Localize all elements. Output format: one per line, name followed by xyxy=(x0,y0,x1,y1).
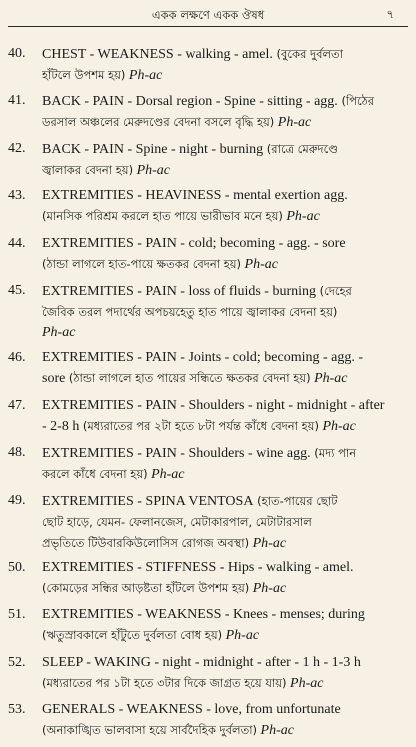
entry-number: 41. xyxy=(8,93,26,109)
rubric-entry xyxy=(0,91,416,131)
page-header xyxy=(0,4,416,26)
rubric-text: EXTREMITIES - HEAVINESS - mental exertion agg. xyxy=(42,188,348,204)
entry-number: 53. xyxy=(8,702,26,718)
entry-number: 52. xyxy=(8,654,26,670)
entry-number: 47. xyxy=(8,397,26,413)
rubric-entry xyxy=(0,139,416,179)
remedy-abbrev: Ph-ac xyxy=(282,209,320,225)
rubric-entry xyxy=(0,443,416,483)
bengali-text: প্রভৃতিতে টিউবারকিউলোসিস রোগজ অবস্থা) xyxy=(42,535,250,550)
remedy-abbrev: Ph-ac xyxy=(274,115,312,131)
rubric-entry xyxy=(0,653,416,693)
rubric-text: sore xyxy=(42,371,69,387)
header-rule xyxy=(8,26,408,27)
bengali-text: (কোমড়ের সন্ধির আড়ষ্টতা হাঁটলে উপশম হয়) xyxy=(42,580,250,595)
rubric-text: - 2-8 h xyxy=(42,418,83,434)
remedy-abbrev: Ph-ac xyxy=(147,467,185,483)
page-number: ৭ xyxy=(386,7,394,21)
entry-number: 45. xyxy=(8,282,26,298)
remedy-abbrev: Ph-ac xyxy=(318,418,356,434)
entry-number: 49. xyxy=(8,492,26,508)
rubric-text: SLEEP - WAKING - night - midnight - after - 1 h - 1-3 h xyxy=(42,654,361,670)
rubric-text: EXTREMITIES - PAIN - Joints - cold; becoming - agg. - xyxy=(42,350,364,366)
remedy-abbrev: Ph-ac xyxy=(249,535,287,551)
bengali-text: (মধ্যরাতের পর ২টা হতে ৮টা পর্যন্ত কাঁধে বেদনা হয়) xyxy=(82,418,319,433)
rubric-entry xyxy=(0,44,416,84)
bengali-text: (মদ্য পান xyxy=(310,446,357,461)
bengali-text: (পিঠের xyxy=(337,94,375,109)
remedy-abbrev: Ph-ac xyxy=(310,371,348,387)
rubric-text: CHEST - WEAKNESS - walking - amel. xyxy=(42,47,273,62)
rubric-list xyxy=(0,44,416,747)
rubric-entry xyxy=(0,281,416,341)
rubric-text: EXTREMITIES - SPINA VENTOSA xyxy=(42,493,254,509)
bengali-text: ডরসাল অঞ্চলের মেরুদণ্ডের বেদনা বসলে বৃদ্ধি হয়) xyxy=(42,115,275,130)
rubric-text: GENERALS - WEAKNESS - love, from unfortunate xyxy=(42,702,341,718)
rubric-entry xyxy=(0,396,416,436)
rubric-entry xyxy=(0,186,416,226)
rubric-entry xyxy=(0,491,416,551)
bengali-text: হাঁটলে উপশম হয়) xyxy=(42,68,126,82)
rubric-text: EXTREMITIES - WEAKNESS - Knees - menses; during xyxy=(42,607,365,623)
entry-number: 43. xyxy=(8,188,26,204)
rubric-text: EXTREMITIES - STIFFNESS - Hips - walking - amel. xyxy=(42,559,354,575)
bengali-text: (ঋতুস্রাবকালে হাঁটুতে দুর্বলতা বোধ হয়) xyxy=(42,628,223,643)
bengali-text: (অনাকাঙ্খিত ভালবাসা হয়ে সার্বদৈহিক দুর্বলতা) xyxy=(42,723,258,738)
rubric-text: EXTREMITIES - PAIN - cold; becoming - agg. - sore xyxy=(42,235,346,251)
rubric-entry xyxy=(0,700,416,740)
bengali-text: (বুকের দুর্বলতা xyxy=(272,47,344,61)
remedy-abbrev: Ph-ac xyxy=(42,324,76,340)
running-title: একক লক্ষণে একক ঔষধ xyxy=(151,8,265,22)
remedy-abbrev: Ph-ac xyxy=(125,68,163,83)
bengali-text: (ঠান্ডা লাগলে হাত পায়ের সন্ধিতে ক্ষতকর বেদনা হয়) xyxy=(68,371,311,386)
remedy-abbrev: Ph-ac xyxy=(257,723,294,739)
remedy-abbrev: Ph-ac xyxy=(249,580,287,596)
bengali-text: (ঠান্ডা লাগলে হাত-পায়ে ক্ষতকর বেদনা হয়) xyxy=(42,256,242,271)
bengali-text: (দেহের xyxy=(316,283,352,298)
rubric-entry xyxy=(0,234,416,274)
rubric-entry xyxy=(0,558,416,598)
rubric-entry xyxy=(0,348,416,388)
remedy-abbrev: Ph-ac xyxy=(133,162,171,178)
rubric-text: EXTREMITIES - PAIN - loss of fluids - burning xyxy=(42,283,317,299)
bengali-text: জৈবিক তরল পদার্থের অপচয়হেতু হাত পায়ে জ্বালাকর বেদনা হয়) xyxy=(42,304,338,319)
entry-number: 42. xyxy=(8,140,26,156)
remedy-abbrev: Ph-ac xyxy=(286,675,324,691)
remedy-abbrev: Ph-ac xyxy=(241,256,278,272)
bengali-text: (মানসিক পরিশ্রম করলে হাত পায়ে ভারীভাব মনে হয়) xyxy=(42,209,283,224)
rubric-text: EXTREMITIES - PAIN - Shoulders - wine agg. xyxy=(42,446,311,462)
entry-number: 50. xyxy=(8,559,26,575)
bengali-text: জ্বালাকর বেদনা হয়) xyxy=(42,162,134,177)
entry-number: 46. xyxy=(8,350,26,366)
rubric-text: EXTREMITIES - PAIN - Shoulders - night - midnight - after xyxy=(42,397,385,413)
rubric-text: BACK - PAIN - Spine - night - burning xyxy=(42,141,264,157)
rubric-entry xyxy=(0,605,416,645)
bengali-text: (রাত্রে মেরুদণ্ডে xyxy=(263,141,338,156)
bengali-text: (হাত-পায়ের ছোট xyxy=(253,493,338,508)
entry-number: 40. xyxy=(8,46,26,61)
bengali-text: করলে কাঁধে বেদনা হয়) xyxy=(42,467,148,482)
entry-number: 51. xyxy=(8,607,26,623)
entry-number: 48. xyxy=(8,445,26,461)
entry-number: 44. xyxy=(8,235,26,251)
bengali-text: ছোট হাড়ে, যেমন- ফেলানজেস, মেটাকারপাল, মেটাটারসাল xyxy=(42,514,312,529)
bengali-text: (মধ্যরাতের পর ১টা হতে ৩টার দিকে জাগ্রত হয়ে যায়) xyxy=(42,675,287,690)
remedy-abbrev: Ph-ac xyxy=(222,628,260,644)
rubric-text: BACK - PAIN - Dorsal region - Spine - sitting - agg. xyxy=(42,94,338,110)
